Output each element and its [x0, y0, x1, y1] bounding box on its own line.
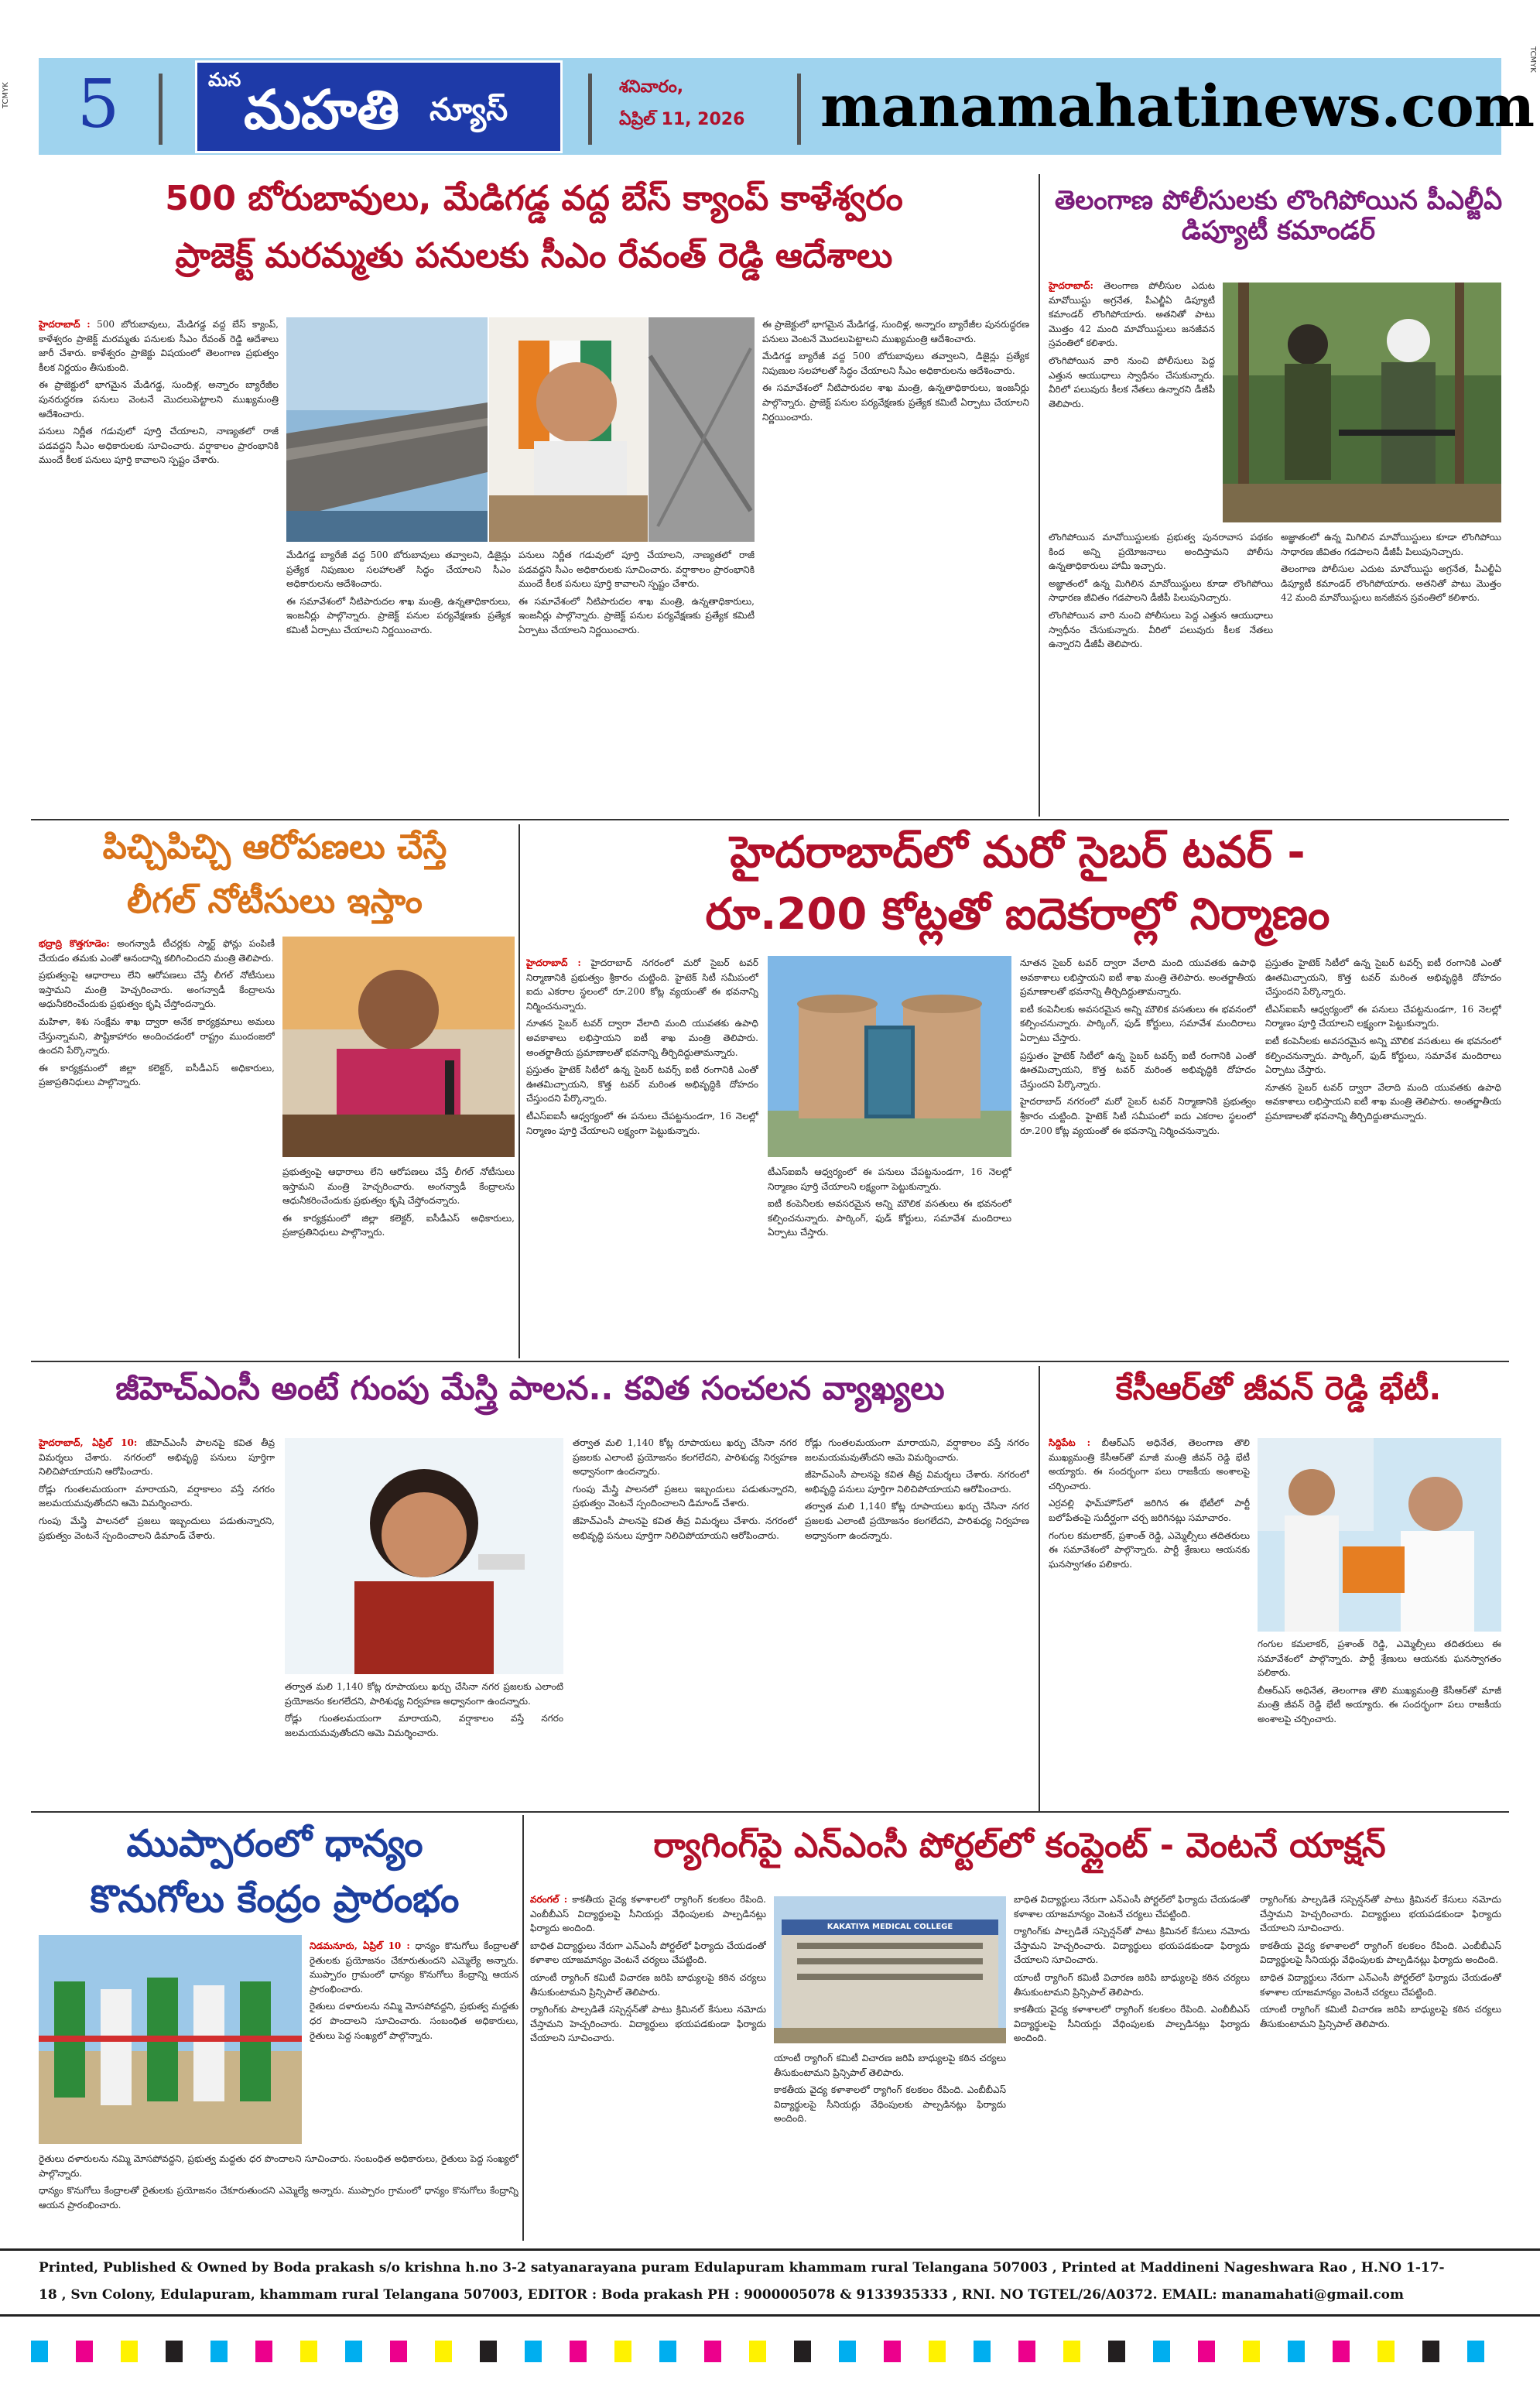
registration-swatch: [76, 2341, 93, 2362]
article5-col1: హైదరాబాద్, ఏప్రిల్ 10: జీహెచ్ఎంసీ పాలనపై కవిత తీవ్ర విమర్శలు చేశారు. నగరంలో అభివృద్ధి పనులు పూర్తిగా నిలిచిపోయాయని ఆరోపించారు. రోడ్లు గుంతలమయంగా మారాయని, వర్షాకాలం వస్తే నగరం జలమయమవుతోందని ఆమె విమర్శించారు. గుంపు మేస్త్రి పాలనలో ప్రజలు ఇబ్బందులు పడుతున్నారని, ప్రభుత్వం వెంటనే స్పందించాలని డిమాండ్ చేశారు.: [39, 1437, 275, 1541]
article7-headline-line1: ముప్పారంలో ధాన్యం: [126, 1823, 423, 1865]
article1-col1: హైదరాబాద్ : 500 బోరుబావులు, మేడిగడ్డ వద్ద బేస్ క్యాంప్, కాళేశ్వరం ప్రాజెక్ట్ మరమ్మతు పనులకు సీఎం రేవంత్ రెడ్డి ఆదేశాలు జారీ చేశారు. కాళేశ్వరం ప్రాజెక్టు విషయంలో తెలంగాణ ప్రభుత్వం కీలక నిర్ణయం తీసుకుంది. ఈ ప్రాజెక్టులో భాగమైన మేడిగడ్డ, సుందిళ్ల, అన్నారం బ్యారేజీల పునరుద్ధరణ పనులు వెంటనే మొదలుపెట్టాలని ముఖ్యమంత్రి ఆదేశించారు. పనులు నిర్ణీత గడువులో పూర్తి చేయాలని, నాణ్యతలో రాజీ పడవద్దని సీఎం అధికారులకు సూచించారు. వర్షాకాలం ప్రారంభానికి ముందే కీలక పనులు పూర్తి కావాలని స్పష్టం చేశారు.: [39, 319, 279, 466]
registration-swatch: [166, 2341, 183, 2362]
article1-right-rule: [1039, 174, 1040, 817]
article1-col3: పనులు నిర్ణీత గడువులో పూర్తి చేయాలని, నాణ్యతలో రాజీ పడవద్దని సీఎం అధికారులకు సూచించారు. వర్షాకాలం ప్రారంభానికి ముందే కీలక పనులు పూర్తి కావాలని స్పష్టం చేశారు. ఈ సమావేశంలో నీటిపారుదల శాఖ మంత్రి, ఉన్నతాధికారులు, ఇంజనీర్లు పాల్గొన్నారు. ప్రాజెక్ట్ పనుల పర్యవేక్షణకు ప్రత్యేక కమిటీ ఏర్పాటు చేయాలని నిర్ణయించారు.: [518, 550, 755, 635]
registration-swatch: [525, 2341, 542, 2362]
article2-col3: అజ్ఞాతంలో ఉన్న మిగిలిన మావోయిస్టులు కూడా లొంగిపోయి సాధారణ జీవితం గడపాలని డీజీపీ పిలుపునిచ్చారు. తెలంగాణ పోలీసుల ఎదుట మావోయిస్టు అగ్రనేత, పీఎల్జీఏ డిప్యూటీ కమాండర్ లొంగిపోయారు. అతనితో పాటు మొత్తం 42 మంది మావోయిస్టులు జనజీవన స్రవంతిలో కలిశారు.: [1281, 532, 1501, 604]
registration-swatch: [1422, 2341, 1439, 2362]
registration-swatch: [210, 2341, 228, 2362]
registration-swatch: [390, 2341, 407, 2362]
article2-col1: హైదరాబాద్: తెలంగాణ పోలీసుల ఎదుట మావోయిస్టు అగ్రనేత, పీఎల్జీఏ డిప్యూటీ కమాండర్ లొంగిపోయారు. అతనితో పాటు మొత్తం 42 మంది మావోయిస్టులు జనజీవన స్రవంతిలో కలిశారు. లొంగిపోయిన వారి నుంచి పోలీసులు పెద్ద ఎత్తున ఆయుధాలు స్వాధీనం చేసుకున్నారు. వీరిలో పలువురు కీలక నేతలు ఉన్నారని డీజీపీ తెలిపారు.: [1049, 280, 1215, 409]
registration-swatch: [121, 2341, 138, 2362]
article1-headline-line2: ప్రాజెక్ట్ మరమ్మతు పనులకు సీఎం రేవంత్ రెడ్డి ఆదేశాలు: [175, 237, 893, 276]
article8-headline: [530, 1827, 1509, 1876]
imprint-line2: 18 , Svn Colony, Edulapuram, khammam rural Telangana 507003, EDITOR : Boda prakash PH : 9000005078 & 9133935333 , RNI. NO TGTEL/26/A0372. EMAIL: manamahati@gmail.com: [39, 2287, 1404, 2303]
article7-headline: [31, 1823, 518, 1928]
article8-building-sign: KAKATIYA MEDICAL COLLEGE: [826, 1923, 953, 1931]
article5-col4: రోడ్లు గుంతలమయంగా మారాయని, వర్షాకాలం వస్తే నగరం జలమయమవుతోందని ఆమె విమర్శించారు. జీహెచ్ఎంసీ పాలనపై కవిత తీవ్ర విమర్శలు చేశారు. నగరంలో అభివృద్ధి పనులు పూర్తిగా నిలిచిపోయాయని ఆరోపించారు. తర్వాత మలి 1,140 కోట్ల రూపాయలు ఖర్చు చేసినా నగర ప్రజలకు ఎలాంటి ప్రయోజనం కలగలేదని, పారిశుధ్య నిర్వహణ అధ్వానంగా ఉందన్నారు.: [805, 1437, 1029, 1541]
article3-headline: [31, 828, 518, 930]
article7-headline-line2: కొనుగోలు కేంద్రం ప్రారంభం: [90, 1878, 460, 1921]
rule-after-middle: [31, 1361, 1509, 1362]
article1-headline: [31, 180, 1037, 286]
article1-headline-line1: 500 బోరుబావులు, మేడిగడ్డ వద్ద బేస్ క్యాంప్ కాళేశ్వరం: [165, 180, 903, 218]
article4-photo: [768, 956, 1011, 1157]
article1-dateline: హైదరాబాద్ :: [39, 319, 91, 330]
registration-swatch: [1198, 2341, 1215, 2362]
article3-col1: భద్రాద్రి కొత్తగూడెం: అంగన్వాడీ టీచర్లకు స్మార్ట్ ఫోన్లు పంపిణీ చేయడం తమకు ఎంతో ఆనందాన్ని కలిగించిందని మంత్రి తెలిపారు. ప్రభుత్వంపై ఆధారాలు లేని ఆరోపణలు చేస్తే లీగల్ నోటీసులు ఇస్తామని మంత్రి హెచ్చరించారు. అంగన్వాడీ కేంద్రాలను ఆధునీకరించేందుకు ప్రభుత్వం కృషి చేస్తోందన్నారు. మహిళా, శిశు సంక్షేమ శాఖ ద్వారా అనేక కార్యక్రమాలు అమలు చేస్తున్నామని, పౌష్టికాహారం అందించడంలో రాష్ట్రం ముందంజలో ఉందని పేర్కొన్నారు. ఈ కార్యక్రమంలో జిల్లా కలెక్టర్, ఐసీడీఎస్ అధికారులు, ప్రజాప్రతినిధులు పాల్గొన్నారు.: [39, 938, 275, 1088]
article1-col4: ఈ ప్రాజెక్టులో భాగమైన మేడిగడ్డ, సుందిళ్ల, అన్నారం బ్యారేజీల పునరుద్ధరణ పనులు వెంటనే మొదలుపెట్టాలని ముఖ్యమంత్రి ఆదేశించారు. మేడిగడ్డ బ్యారేజీ వద్ద 500 బోరుబావులు తవ్వాలని, డిజైన్లు ప్రత్యేక నిపుణుల సలహాలతో సిద్ధం చేయాలని సీఎం అధికారులను ఆదేశించారు. ఈ సమావేశంలో నీటిపారుదల శాఖ మంత్రి, ఉన్నతాధికారులు, ఇంజనీర్లు పాల్గొన్నారు. ప్రాజెక్ట్ పనుల పర్యవేక్షణకు ప్రత్యేక కమిటీ ఏర్పాటు చేయాలని నిర్ణయించారు.: [762, 319, 1029, 423]
article4-col4: ప్రస్తుతం హైటెక్ సిటీలో ఉన్న సైబర్ టవర్స్ ఐటీ రంగానికి ఎంతో ఊతమిచ్చాయని, కొత్త టవర్ మరింత అభివృద్ధికి దోహదం చేస్తుందని పేర్కొన్నారు. టీఎస్ఐఐసీ ఆధ్వర్యంలో ఈ పనులు చేపట్టనుండగా, 16 నెలల్లో నిర్మాణం పూర్తి చేయాలని లక్ష్యంగా పెట్టుకున్నారు. ఐటీ కంపెనీలకు అవసరమైన అన్ని మౌలిక వసతులు ఈ భవనంలో కల్పించనున్నారు. పార్కింగ్, ఫుడ్ కోర్టులు, సమావేశ మందిరాలు ఏర్పాటు చేస్తారు. నూతన సైబర్ టవర్ ద్వారా వేలాది మంది యువతకు ఉపాధి అవకాశాలు లభిస్తాయని ఐటీ శాఖ మంత్రి తెలిపారు. అంతర్జాతీయ ప్రమాణాలతో భవనాన్ని తీర్చిదిద్దుతామన్నారు.: [1265, 957, 1501, 1122]
article5-headline-text: జీహెచ్ఎంసీ అంటే గుంపు మేస్త్రి పాలన.. కవిత సంచలన వ్యాఖ్యలు: [115, 1370, 945, 1407]
article5-col2: తర్వాత మలి 1,140 కోట్ల రూపాయలు ఖర్చు చేసినా నగర ప్రజలకు ఎలాంటి ప్రయోజనం కలగలేదని, పారిశుధ్య నిర్వహణ అధ్వానంగా ఉందన్నారు. రోడ్లు గుంతలమయంగా మారాయని, వర్షాకాలం వస్తే నగరం జలమయమవుతోందని ఆమె విమర్శించారు.: [285, 1681, 563, 1738]
article6-col2: గంగుల కమలాకర్, ప్రశాంత్ రెడ్డి, ఎమ్మెల్సీలు తదితరులు ఈ సమావేశంలో పాల్గొన్నారు. పార్టీ శ్రేణులు ఆయనకు ఘనస్వాగతం పలికారు. బీఆర్ఎస్ అధినేత, తెలంగాణ తొలి ముఖ్యమంత్రి కేసీఆర్‌తో మాజీ మంత్రి జీవన్ రెడ్డి భేటీ అయ్యారు. ఈ సందర్భంగా పలు రాజకీయ అంశాలపై చర్చించారు.: [1258, 1639, 1501, 1724]
registration-swatch: [570, 2341, 587, 2362]
article8-headline-text: ర్యాగింగ్‌పై ఎన్ఎంసీ పోర్టల్‌లో కంప్లైంట్ - వెంటనే యాక్షన్: [653, 1827, 1386, 1865]
crop-mark-right: TCMYK: [1528, 46, 1537, 73]
registration-swatch: [1288, 2341, 1305, 2362]
registration-swatch: [1467, 2341, 1484, 2362]
article6-dateline: సిద్దిపేట :: [1049, 1437, 1091, 1448]
registration-swatch: [1243, 2341, 1260, 2362]
registration-swatch: [839, 2341, 856, 2362]
logo-small-word: మన: [208, 69, 241, 91]
logo-news-word: న్యూస్: [429, 92, 508, 128]
masthead-divider-1: [159, 74, 163, 145]
registration-swatch: [974, 2341, 991, 2362]
logo-main-word: మహతి: [244, 78, 400, 142]
article7-col2: రైతులు దళారులను నమ్మి మోసపోవద్దని, ప్రభుత్వ మద్దతు ధర పొందాలని సూచించారు. సంబంధిత అధికారులు, రైతులు పెద్ద సంఖ్యలో పాల్గొన్నారు. ధాన్యం కొనుగోలు కేంద్రాలతో రైతులకు ప్రయోజనం చేకూరుతుందని ఎమ్మెల్యే అన్నారు. ముప్పారం గ్రామంలో ధాన్యం కొనుగోలు కేంద్రాన్ని ఆయన ప్రారంభించారు.: [39, 2153, 518, 2211]
registration-swatch: [300, 2341, 317, 2362]
footer-top-rule: [0, 2248, 1540, 2251]
article4-dateline: హైదరాబాద్ :: [526, 957, 581, 968]
article2-photo: [1223, 283, 1501, 522]
article5-dateline: హైదరాబాద్, ఏప్రిల్ 10:: [39, 1437, 138, 1448]
article3-right-rule: [518, 824, 520, 1358]
article8-col3: బాధిత విద్యార్థులు నేరుగా ఎన్ఎంసీ పోర్టల్‌లో ఫిర్యాదు చేయడంతో కళాశాల యాజమాన్యం వెంటనే చర్యలు చేపట్టింది. ర్యాగింగ్‌కు పాల్పడితే సస్పెన్షన్‌తో పాటు క్రిమినల్ కేసులు నమోదు చేస్తామని హెచ్చరించారు. విద్యార్థులు భయపడకుండా ఫిర్యాదు చేయాలని సూచించారు. యాంటీ ర్యాగింగ్ కమిటీ విచారణ జరిపి బాధ్యులపై కఠిన చర్యలు తీసుకుంటామని ప్రిన్సిపాల్ తెలిపారు. కాకతీయ వైద్య కళాశాలలో ర్యాగింగ్ కలకలం రేపింది. ఎంబీబీఎస్ విద్యార్థులపై సీనియర్లు వేధింపులకు పాల్పడినట్లు ఫిర్యాదు అందింది.: [1014, 1894, 1250, 2044]
registration-swatch: [884, 2341, 901, 2362]
article8-dateline: వరంగల్ :: [530, 1894, 568, 1905]
article4-headline-line1: హైదరాబాద్‌లో మరో సైబర్ టవర్ -: [730, 828, 1306, 878]
article8-col4: ర్యాగింగ్‌కు పాల్పడితే సస్పెన్షన్‌తో పాటు క్రిమినల్ కేసులు నమోదు చేస్తామని హెచ్చరించారు. విద్యార్థులు భయపడకుండా ఫిర్యాదు చేయాలని సూచించారు. కాకతీయ వైద్య కళాశాలలో ర్యాగింగ్ కలకలం రేపింది. ఎంబీబీఎస్ విద్యార్థులపై సీనియర్లు వేధింపులకు పాల్పడినట్లు ఫిర్యాదు అందింది. బాధిత విద్యార్థులు నేరుగా ఎన్ఎంసీ పోర్టల్‌లో ఫిర్యాదు చేయడంతో కళాశాల యాజమాన్యం వెంటనే చర్యలు చేపట్టింది. యాంటీ ర్యాగింగ్ కమిటీ విచారణ జరిపి బాధ్యులపై కఠిన చర్యలు తీసుకుంటామని ప్రిన్సిపాల్ తెలిపారు.: [1260, 1894, 1501, 2029]
article4-col1: హైదరాబాద్ : హైదరాబాద్ నగరంలో మరో సైబర్ టవర్ నిర్మాణానికి ప్రభుత్వం శ్రీకారం చుట్టింది. హైటెక్ సిటీ సమీపంలో ఐదు ఎకరాల స్థలంలో రూ.200 కోట్ల వ్యయంతో ఈ భవనాన్ని నిర్మించనున్నారు. నూతన సైబర్ టవర్ ద్వారా వేలాది మంది యువతకు ఉపాధి అవకాశాలు లభిస్తాయని ఐటీ శాఖ మంత్రి తెలిపారు. అంతర్జాతీయ ప్రమాణాలతో భవనాన్ని తీర్చిదిద్దుతామన్నారు. ప్రస్తుతం హైటెక్ సిటీలో ఉన్న సైబర్ టవర్స్ ఐటీ రంగానికి ఎంతో ఊతమిచ్చాయని, కొత్త టవర్ మరింత అభివృద్ధికి దోహదం చేస్తుందని పేర్కొన్నారు. టీఎస్ఐఐసీ ఆధ్వర్యంలో ఈ పనులు చేపట్టనుండగా, 16 నెలల్లో నిర్మాణం పూర్తి చేయాలని లక్ష్యంగా పెట్టుకున్నారు.: [526, 957, 758, 1136]
article3-photo: [282, 937, 515, 1157]
registration-swatch: [1063, 2341, 1080, 2362]
crop-mark-left: TCMYK: [2, 82, 10, 108]
article6-headline-text: కేసీఆర్‌తో జీవన్ రెడ్డి భేటీ.: [1115, 1370, 1442, 1407]
issue-day: శనివారం,: [619, 77, 684, 97]
article7-col1: నిడమనూరు, ఏప్రిల్ 10 : ధాన్యం కొనుగోలు కేంద్రాలతో రైతులకు ప్రయోజనం చేకూరుతుందని ఎమ్మెల్యే అన్నారు. ముప్పారం గ్రామంలో ధాన్యం కొనుగోలు కేంద్రాన్ని ఆయన ప్రారంభించారు. రైతులు దళారులను నమ్మి మోసపోవద్దని, ప్రభుత్వ మద్దతు ధర పొందాలని సూచించారు. సంబంధిత అధికారులు, రైతులు పెద్ద సంఖ్యలో పాల్గొన్నారు.: [310, 1940, 518, 2041]
color-registration-strip: [31, 2337, 1509, 2365]
masthead-divider-3: [797, 74, 801, 145]
registration-swatch: [345, 2341, 362, 2362]
registration-swatch: [435, 2341, 452, 2362]
article3-dateline: భద్రాద్రి కొత్తగూడెం:: [39, 938, 110, 949]
rule-after-top: [31, 819, 1509, 820]
article5-col3: తర్వాత మలి 1,140 కోట్ల రూపాయలు ఖర్చు చేసినా నగర ప్రజలకు ఎలాంటి ప్రయోజనం కలగలేదని, పారిశుధ్య నిర్వహణ అధ్వానంగా ఉందన్నారు. గుంపు మేస్త్రి పాలనలో ప్రజలు ఇబ్బందులు పడుతున్నారని, ప్రభుత్వం వెంటనే స్పందించాలని డిమాండ్ చేశారు. జీహెచ్ఎంసీ పాలనపై కవిత తీవ్ర విమర్శలు చేశారు. నగరంలో అభివృద్ధి పనులు పూర్తిగా నిలిచిపోయాయని ఆరోపించారు.: [573, 1437, 797, 1541]
article6-headline: [1046, 1370, 1511, 1418]
registration-swatch: [614, 2341, 631, 2362]
article6-col1: సిద్దిపేట : బీఆర్ఎస్ అధినేత, తెలంగాణ తొలి ముఖ్యమంత్రి కేసీఆర్‌తో మాజీ మంత్రి జీవన్ రెడ్డి భేటీ అయ్యారు. ఈ సందర్భంగా పలు రాజకీయ అంశాలపై చర్చించారు. ఎర్రవల్లి ఫామ్‌హౌస్‌లో జరిగిన ఈ భేటీలో పార్టీ బలోపేతంపై సుదీర్ఘంగా చర్చ జరిగినట్లు సమాచారం. గంగుల కమలాకర్, ప్రశాంత్ రెడ్డి, ఎమ్మెల్సీలు తదితరులు ఈ సమావేశంలో పాల్గొన్నారు. పార్టీ శ్రేణులు ఆయనకు ఘనస్వాగతం పలికారు.: [1049, 1437, 1250, 1570]
article7-right-rule: [522, 1815, 524, 2241]
registration-swatch: [1153, 2341, 1170, 2362]
article5-headline: [31, 1370, 1029, 1418]
registration-swatch: [749, 2341, 766, 2362]
article4-headline-line2: రూ.200 కోట్లతో ఐదెకరాల్లో నిర్మాణం: [705, 890, 1330, 940]
article4-col3: నూతన సైబర్ టవర్ ద్వారా వేలాది మంది యువతకు ఉపాధి అవకాశాలు లభిస్తాయని ఐటీ శాఖ మంత్రి తెలిపారు. అంతర్జాతీయ ప్రమాణాలతో భవనాన్ని తీర్చిదిద్దుతామన్నారు. ఐటీ కంపెనీలకు అవసరమైన అన్ని మౌలిక వసతులు ఈ భవనంలో కల్పించనున్నారు. పార్కింగ్, ఫుడ్ కోర్టులు, సమావేశ మందిరాలు ఏర్పాటు చేస్తారు. ప్రస్తుతం హైటెక్ సిటీలో ఉన్న సైబర్ టవర్స్ ఐటీ రంగానికి ఎంతో ఊతమిచ్చాయని, కొత్త టవర్ మరింత అభివృద్ధికి దోహదం చేస్తుందని పేర్కొన్నారు. హైదరాబాద్ నగరంలో మరో సైబర్ టవర్ నిర్మాణానికి ప్రభుత్వం శ్రీకారం చుట్టింది. హైటెక్ సిటీ సమీపంలో ఐదు ఎకరాల స్థలంలో రూ.200 కోట్ల వ్యయంతో ఈ భవనాన్ని నిర్మించనున్నారు.: [1020, 957, 1256, 1136]
article2-headline-text: తెలంగాణ పోలీసులకు లొంగిపోయిన పీఎల్జీఏ డిప్యూటీ కమాండర్: [1054, 186, 1503, 247]
article3-headline-line1: పిచ్చిపిచ్చి ఆరోపణలు చేస్తే: [102, 828, 447, 867]
article7-dateline: నిడమనూరు, ఏప్రిల్ 10 :: [310, 1940, 410, 1951]
issue-date: ఏప్రిల్ 11, 2026: [619, 110, 745, 129]
article3-headline-line2: లీగల్ నోటీసులు ఇస్తాం: [127, 882, 423, 921]
registration-swatch: [1018, 2341, 1035, 2362]
article8-photo: [774, 1896, 1006, 2043]
article1-photo: [286, 317, 755, 542]
registration-swatch: [255, 2341, 272, 2362]
article4-col2: టీఎస్ఐఐసీ ఆధ్వర్యంలో ఈ పనులు చేపట్టనుండగా, 16 నెలల్లో నిర్మాణం పూర్తి చేయాలని లక్ష్యంగా పెట్టుకున్నారు. ఐటీ కంపెనీలకు అవసరమైన అన్ని మౌలిక వసతులు ఈ భవనంలో కల్పించనున్నారు. పార్కింగ్, ఫుడ్ కోర్టులు, సమావేశ మందిరాలు ఏర్పాటు చేస్తారు.: [768, 1166, 1011, 1238]
article4-headline: [526, 828, 1509, 947]
article1-col2: మేడిగడ్డ బ్యారేజీ వద్ద 500 బోరుబావులు తవ్వాలని, డిజైన్లు ప్రత్యేక నిపుణుల సలహాలతో సిద్ధం చేయాలని సీఎం అధికారులను ఆదేశించారు. ఈ సమావేశంలో నీటిపారుదల శాఖ మంత్రి, ఉన్నతాధికారులు, ఇంజనీర్లు పాల్గొన్నారు. ప్రాజెక్ట్ పనుల పర్యవేక్షణకు ప్రత్యేక కమిటీ ఏర్పాటు చేయాలని నిర్ణయించారు.: [286, 550, 511, 635]
article5-photo: [285, 1438, 563, 1674]
registration-swatch: [480, 2341, 497, 2362]
masthead-logo: [195, 60, 563, 153]
article8-col1: వరంగల్ : కాకతీయ వైద్య కళాశాలలో ర్యాగింగ్ కలకలం రేపింది. ఎంబీబీఎస్ విద్యార్థులపై సీనియర్లు వేధింపులకు పాల్పడినట్లు ఫిర్యాదు అందింది. బాధిత విద్యార్థులు నేరుగా ఎన్ఎంసీ పోర్టల్‌లో ఫిర్యాదు చేయడంతో కళాశాల యాజమాన్యం వెంటనే చర్యలు చేపట్టింది. యాంటీ ర్యాగింగ్ కమిటీ విచారణ జరిపి బాధ్యులపై కఠిన చర్యలు తీసుకుంటామని ప్రిన్సిపాల్ తెలిపారు. ర్యాగింగ్‌కు పాల్పడితే సస్పెన్షన్‌తో పాటు క్రిమినల్ కేసులు నమోదు చేస్తామని హెచ్చరించారు. విద్యార్థులు భయపడకుండా ఫిర్యాదు చేయాలని సూచించారు.: [530, 1894, 766, 2044]
registration-swatch: [794, 2341, 811, 2362]
article2-col2: లొంగిపోయిన మావోయిస్టులకు ప్రభుత్వ పునరావాస పథకం కింద అన్ని ప్రయోజనాలు అందిస్తామని పోలీసు ఉన్నతాధికారులు హామీ ఇచ్చారు. అజ్ఞాతంలో ఉన్న మిగిలిన మావోయిస్టులు కూడా లొంగిపోయి సాధారణ జీవితం గడపాలని డీజీపీ పిలుపునిచ్చారు. లొంగిపోయిన వారి నుంచి పోలీసులు పెద్ద ఎత్తున ఆయుధాలు స్వాధీనం చేసుకున్నారు. వీరిలో పలువురు కీలక నేతలు ఉన్నారని డీజీపీ తెలిపారు.: [1049, 532, 1273, 650]
registration-swatch: [1377, 2341, 1395, 2362]
registration-swatch: [31, 2341, 48, 2362]
article7-photo: [39, 1935, 302, 2144]
registration-swatch: [704, 2341, 721, 2362]
article5-right-rule: [1039, 1366, 1040, 1811]
site-url: manamahatinews.com: [820, 74, 1535, 140]
rule-after-lower: [31, 1811, 1509, 1813]
article2-headline: [1046, 186, 1511, 260]
masthead-divider-2: [588, 74, 592, 145]
article6-photo: [1258, 1438, 1501, 1632]
registration-swatch: [929, 2341, 946, 2362]
registration-swatch: [1108, 2341, 1125, 2362]
page-number: 5: [77, 66, 120, 143]
registration-swatch: [659, 2341, 676, 2362]
footer-bottom-rule: [0, 2314, 1540, 2317]
imprint-line1: Printed, Published & Owned by Boda prakash s/o krishna h.no 3-2 satyanarayana puram Edulapuram khammam rural Telangana 507003 , Printed at Maddineni Nageshwara Rao , H.NO 1-17-: [39, 2260, 1445, 2276]
article8-col2: యాంటీ ర్యాగింగ్ కమిటీ విచారణ జరిపి బాధ్యులపై కఠిన చర్యలు తీసుకుంటామని ప్రిన్సిపాల్ తెలిపారు. కాకతీయ వైద్య కళాశాలలో ర్యాగింగ్ కలకలం రేపింది. ఎంబీబీఎస్ విద్యార్థులపై సీనియర్లు వేధింపులకు పాల్పడినట్లు ఫిర్యాదు అందింది.: [774, 2053, 1006, 2125]
registration-swatch: [1333, 2341, 1350, 2362]
article2-dateline: హైదరాబాద్:: [1049, 280, 1093, 291]
article3-col2: ప్రభుత్వంపై ఆధారాలు లేని ఆరోపణలు చేస్తే లీగల్ నోటీసులు ఇస్తామని మంత్రి హెచ్చరించారు. అంగన్వాడీ కేంద్రాలను ఆధునీకరించేందుకు ప్రభుత్వం కృషి చేస్తోందన్నారు. ఈ కార్యక్రమంలో జిల్లా కలెక్టర్, ఐసీడీఎస్ అధికారులు, ప్రజాప్రతినిధులు పాల్గొన్నారు.: [282, 1166, 515, 1238]
